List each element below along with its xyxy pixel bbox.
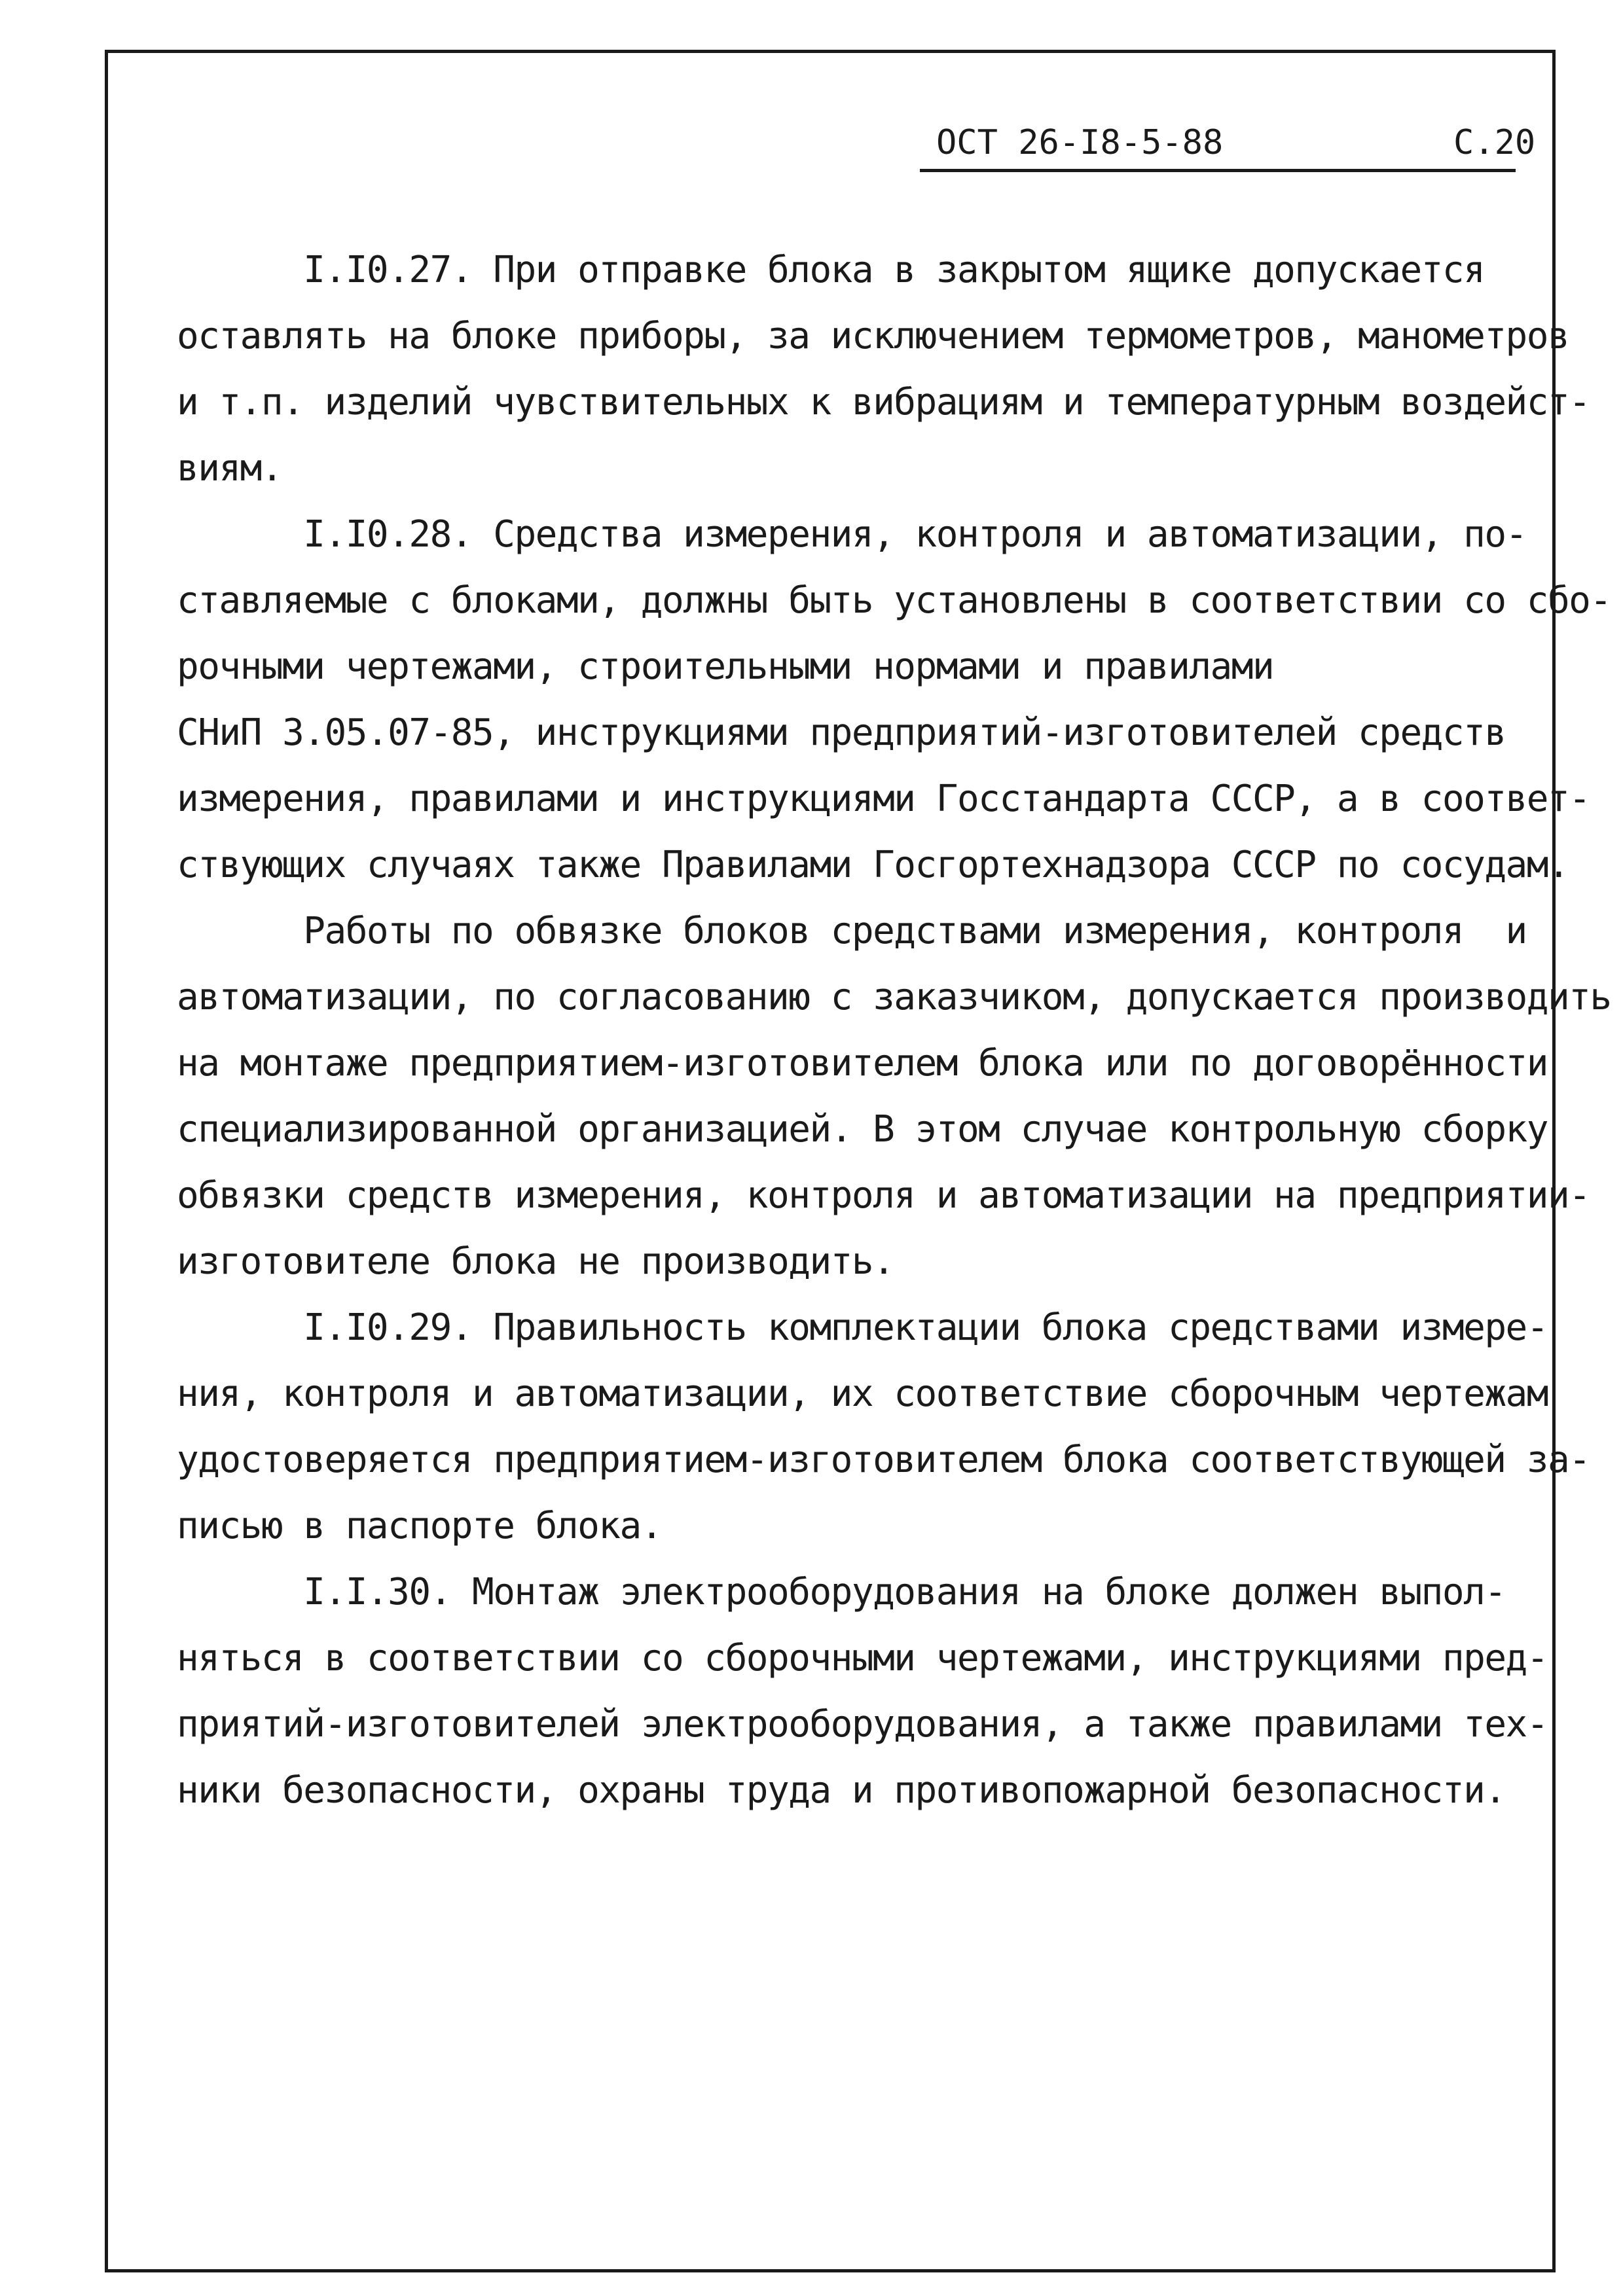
text-line: рочными чертежами, строительными нормами и правилами [177,645,1274,688]
text-line: I.I.30. Монтаж электрооборудования на блоке должен выпол- [177,1571,1506,1613]
text-line: ставляемые с блоками, должны быть установлены в соответствии со сбо- [177,579,1611,622]
document-code: ОСТ 26-I8-5-88 [936,123,1224,162]
text-line: Работы по обвязке блоков средствами измерения, контроля и [177,910,1527,952]
text-line: виям. [177,447,283,490]
text-line: специализированной организацией. В этом случае контрольную сборку [177,1108,1548,1151]
text-line: I.I0.29. Правильность комплектации блока средствами измере- [177,1306,1548,1349]
page-number: С.20 [1453,123,1536,162]
text-line: изготовителе блока не производить. [177,1240,894,1283]
text-line: приятий-изготовителей электрооборудования, а также правилами тех- [177,1703,1548,1746]
text-line: и т.п. изделий чувствительных к вибрациям и температурным воздейст- [177,381,1590,423]
text-line: оставлять на блоке приборы, за исключением термометров, манометров [177,315,1569,357]
text-line: удостоверяется предприятием-изготовителем блока соответствующей за- [177,1439,1590,1481]
text-line: на монтаже предприятием-изготовителем блока или по договорённости [177,1042,1548,1085]
text-line: обвязки средств измерения, контроля и автоматизации на предприятии- [177,1174,1590,1217]
text-line: ния, контроля и автоматизации, их соответствие сборочным чертежам [177,1372,1548,1415]
header-underline [920,169,1516,172]
text-line: I.I0.28. Средства измерения, контроля и автоматизации, по- [177,513,1527,556]
text-line: ствующих случаях также Правилами Госгортехнадзора СССР по сосудам. [177,844,1569,886]
document-body [177,237,1611,1823]
text-line: ники безопасности, охраны труда и противопожарной безопасности. [177,1769,1506,1812]
text-line: писью в паспорте блока. [177,1505,662,1547]
text-line: СНиП 3.05.07-85, инструкциями предприятий-изготовителей средств [177,711,1506,754]
text-line: I.I0.27. При отправке блока в закрытом ящике допускается [177,249,1485,291]
text-line: автоматизации, по согласованию с заказчиком, допускается производить [177,976,1611,1018]
text-line: измерения, правилами и инструкциями Госстандарта СССР, а в соответ- [177,778,1590,820]
text-line: няться в соответствии со сборочными чертежами, инструкциями пред- [177,1637,1548,1679]
